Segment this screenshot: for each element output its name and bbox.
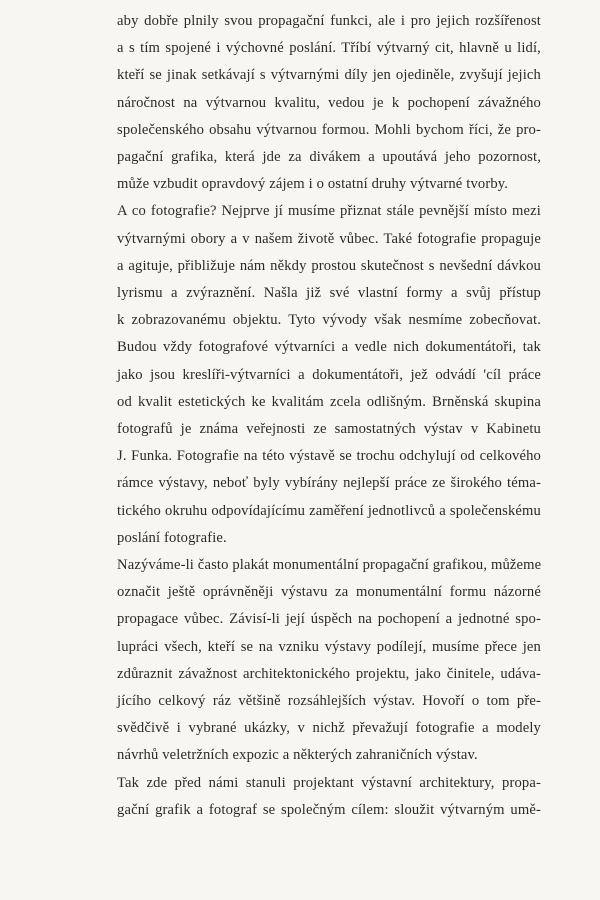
text-line: k zobrazovanému objektu. Tyto vývody však nesmíme zobecňovat.: [117, 312, 541, 329]
text-line: lupráci všech, kteří se na vzniku výstavy podílejí, musíme přece jen: [117, 638, 541, 655]
text-line: propagace vůbec. Závisí-li její úspěch na pochopení a jednotné spo-: [117, 611, 541, 628]
text-line: výtvarnými obory a v našem životě vůbec. Také fotografie propaguje: [117, 230, 541, 247]
text-line: jako jsou kreslíři-výtvarníci a dokumentátoři, jež odvádí 'cíl práce: [117, 366, 541, 383]
text-line: lyrismu a zvýraznění. Našla již své vlastní formy a svůj přístup: [117, 285, 541, 302]
paragraph: [117, 552, 541, 770]
text-line: J. Funka. Fotografie na této výstavě se trochu odchylují od celkového: [117, 448, 541, 465]
text-line: Tak zde před námi stanuli projektant výstavní architektury, propa-: [117, 774, 541, 791]
text-line: poslání fotografie.: [117, 529, 227, 546]
text-line: gační grafik a fotograf se společným cílem: sloužit výtvarným umě-: [117, 801, 541, 818]
text-line: kteří se jinak setkávají s výtvarnými díly jen ojediněle, zvyšují jejich: [117, 67, 541, 84]
text-line: a s tím spojené i výchovné poslání. Tříbí výtvarný cit, hlavně u lidí,: [117, 40, 541, 57]
text-line: a agituje, přibližuje nám někdy prostou skutečnost s nevšední dávkou: [117, 257, 541, 274]
text-line: jícího celkový ráz většině rozsáhlejších výstav. Hovoří o tom pře-: [117, 693, 541, 710]
text-line: Nazýváme-li často plakát monumentální propagační grafikou, můžeme: [117, 557, 542, 574]
text-line: náročnost na výtvarnou kvalitu, vedou je k pochopení závažného: [117, 94, 541, 111]
text-line: označit ještě oprávněněji výstavu za monumentální formu názorné: [117, 584, 541, 601]
paragraph: [117, 8, 541, 198]
text-line: aby dobře plnily svou propagační funkci, ale i pro jejich rozšířenost: [117, 13, 541, 29]
text-line: A co fotografie? Nejprve jí musíme přiznat stále pevnější místo mezi: [117, 203, 541, 220]
text-line: rámce výstavy, neboť byly vybírány nejlepší práce ze širokého téma-: [117, 475, 541, 492]
text-line: může vzbudit opravdový zájem i o ostatní druhy výtvarné tvorby.: [117, 176, 509, 193]
paragraph: [117, 770, 541, 824]
text-line: zdůraznit závažnost architektonického projektu, jako činitele, udáva-: [117, 665, 541, 682]
text-line: pagační grafika, která jde za divákem a upoutává jeho pozornost,: [117, 149, 541, 166]
paragraph: [117, 198, 541, 552]
text-line: návrhů veletržních expozic a některých zahraničních výstav.: [117, 747, 478, 764]
text-line: společenského obsahu výtvarnou formou. Mohli bychom říci, že pro-: [117, 121, 541, 138]
text-line: Budou vždy fotografové výtvarníci a vedle nich dokumentátoři, tak: [117, 339, 541, 356]
text-line: od kvalit estetických ke kvalitám zcela odlišným. Brněnská skupina: [117, 393, 541, 410]
text-line: fotografů je známa veřejnosti ze samostatných výstav v Kabinetu: [117, 421, 541, 438]
text-line: svědčivě i vybrané ukázky, v nichž převažují fotografie a modely: [117, 720, 541, 737]
text-line: tického okruhu odpovídajícímu zaměření jednotlivců a společenskému: [117, 502, 541, 519]
body-text: [117, 8, 541, 824]
